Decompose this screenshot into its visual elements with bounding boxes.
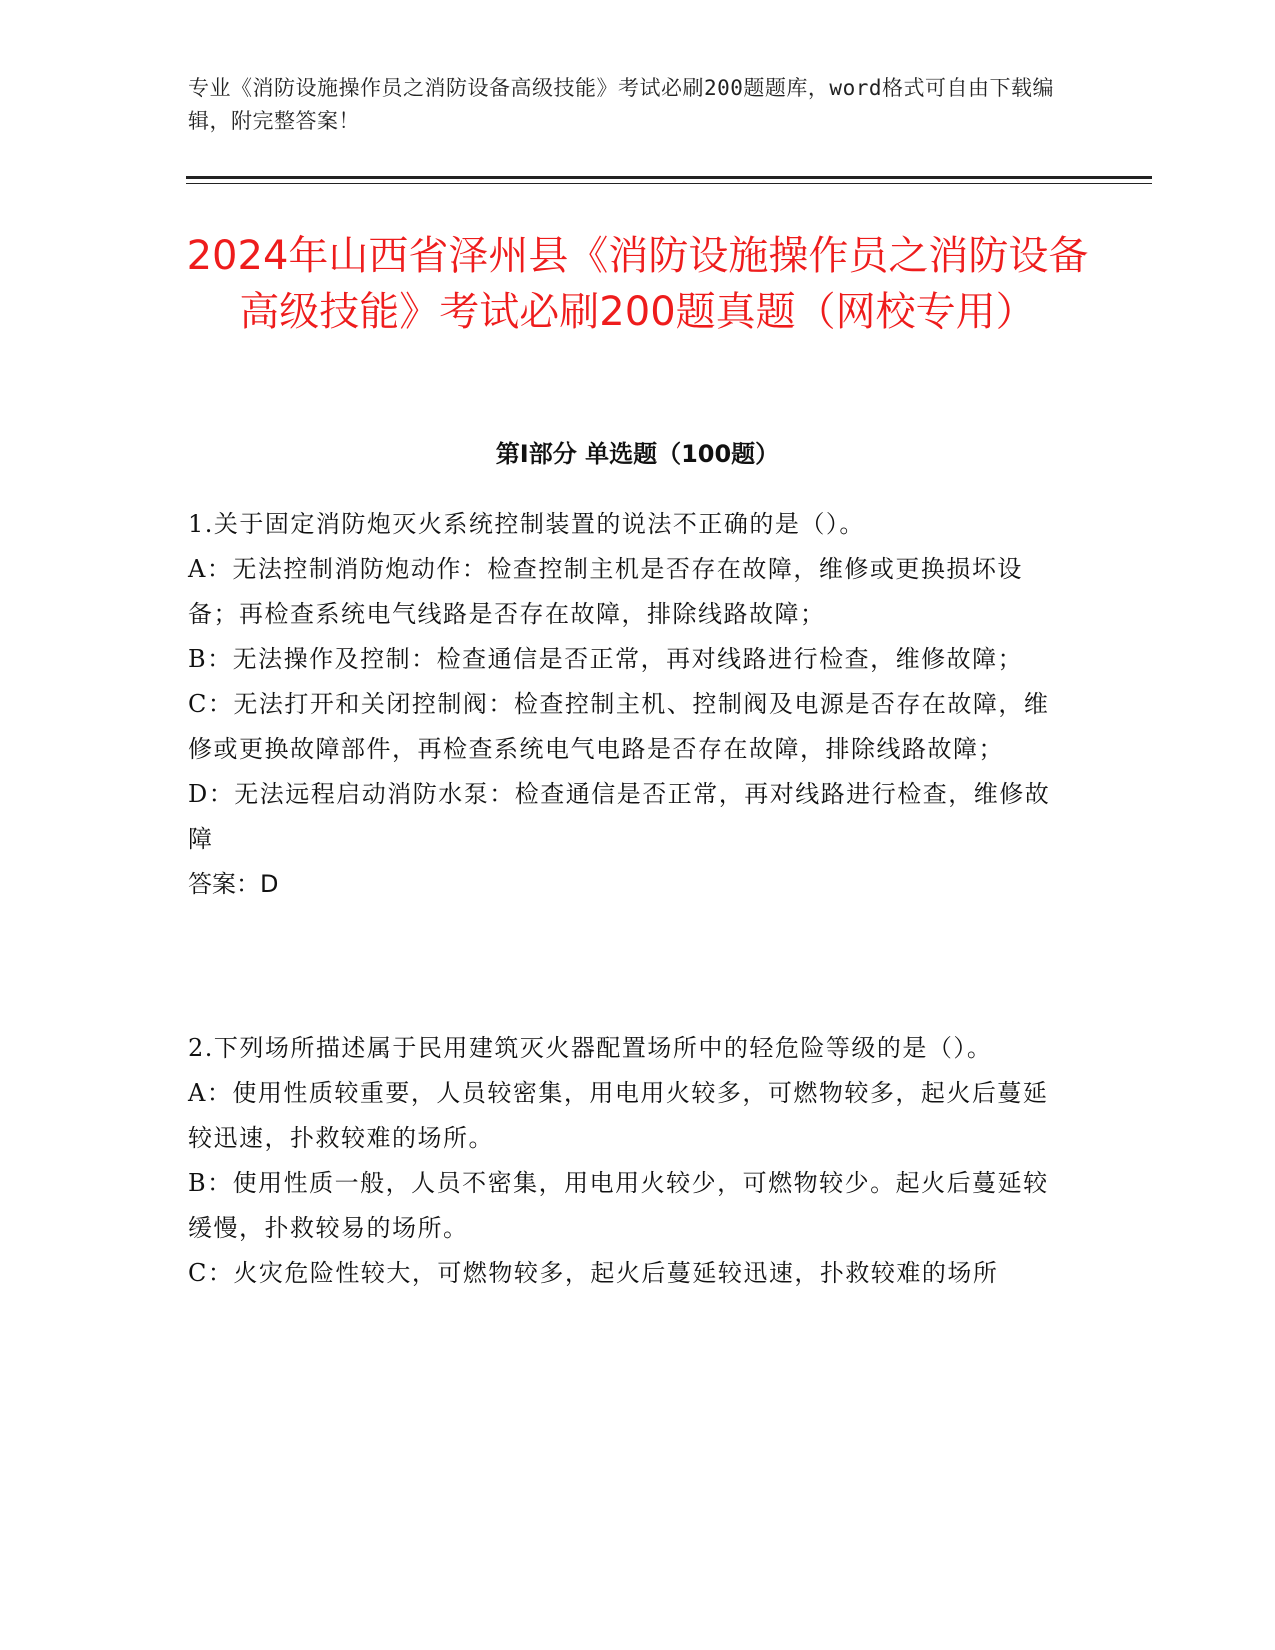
- option-c: C：火灾危险性较大，可燃物较多，起火后蔓延较迅速，扑救较难的场所: [188, 1259, 999, 1287]
- question-2: [188, 1026, 1068, 1296]
- question-1: [188, 502, 1068, 907]
- option-a: A：无法控制消防炮动作：检查控制主机是否存在故障，维修或更换损坏设备；再检查系统电气线路是否存在故障，排除线路故障；: [188, 555, 1023, 628]
- section-heading: 第I部分 单选题（100题）: [495, 440, 780, 468]
- answer: 答案：D: [188, 870, 279, 898]
- option-c: C：无法打开和关闭控制阀：检查控制主机、控制阀及电源是否存在故障，维修或更换故障部件，再检查系统电气电路是否存在故障，排除线路故障；: [188, 690, 1050, 763]
- question-stem: 2.下列场所描述属于民用建筑灭火器配置场所中的轻危险等级的是（）。: [188, 1034, 993, 1062]
- document-title: 2024年山西省泽州县《消防设施操作员之消防设备高级技能》考试必刷200题真题（网校专用）: [186, 233, 1089, 335]
- header-divider-thick: [186, 176, 1152, 179]
- option-a: A：使用性质较重要，人员较密集，用电用火较多，可燃物较多，起火后蔓延较迅速，扑救较难的场所。: [188, 1079, 1049, 1152]
- header-note: 专业《消防设施操作员之消防设备高级技能》考试必刷200题题库，word格式可自由下载编辑，附完整答案！: [188, 76, 1054, 133]
- option-b: B：无法操作及控制：检查通信是否正常，再对线路进行检查，维修故障；: [188, 645, 1024, 673]
- option-d: D：无法远程启动消防水泵：检查通信是否正常，再对线路进行检查，维修故障: [188, 780, 1051, 853]
- question-stem: 1.关于固定消防炮灭火系统控制装置的说法不正确的是（）。: [188, 510, 865, 538]
- option-b: B：使用性质一般，人员不密集，用电用火较少，可燃物较少。起火后蔓延较缓慢，扑救较易的场所。: [188, 1169, 1049, 1242]
- header-divider-thin: [186, 183, 1152, 184]
